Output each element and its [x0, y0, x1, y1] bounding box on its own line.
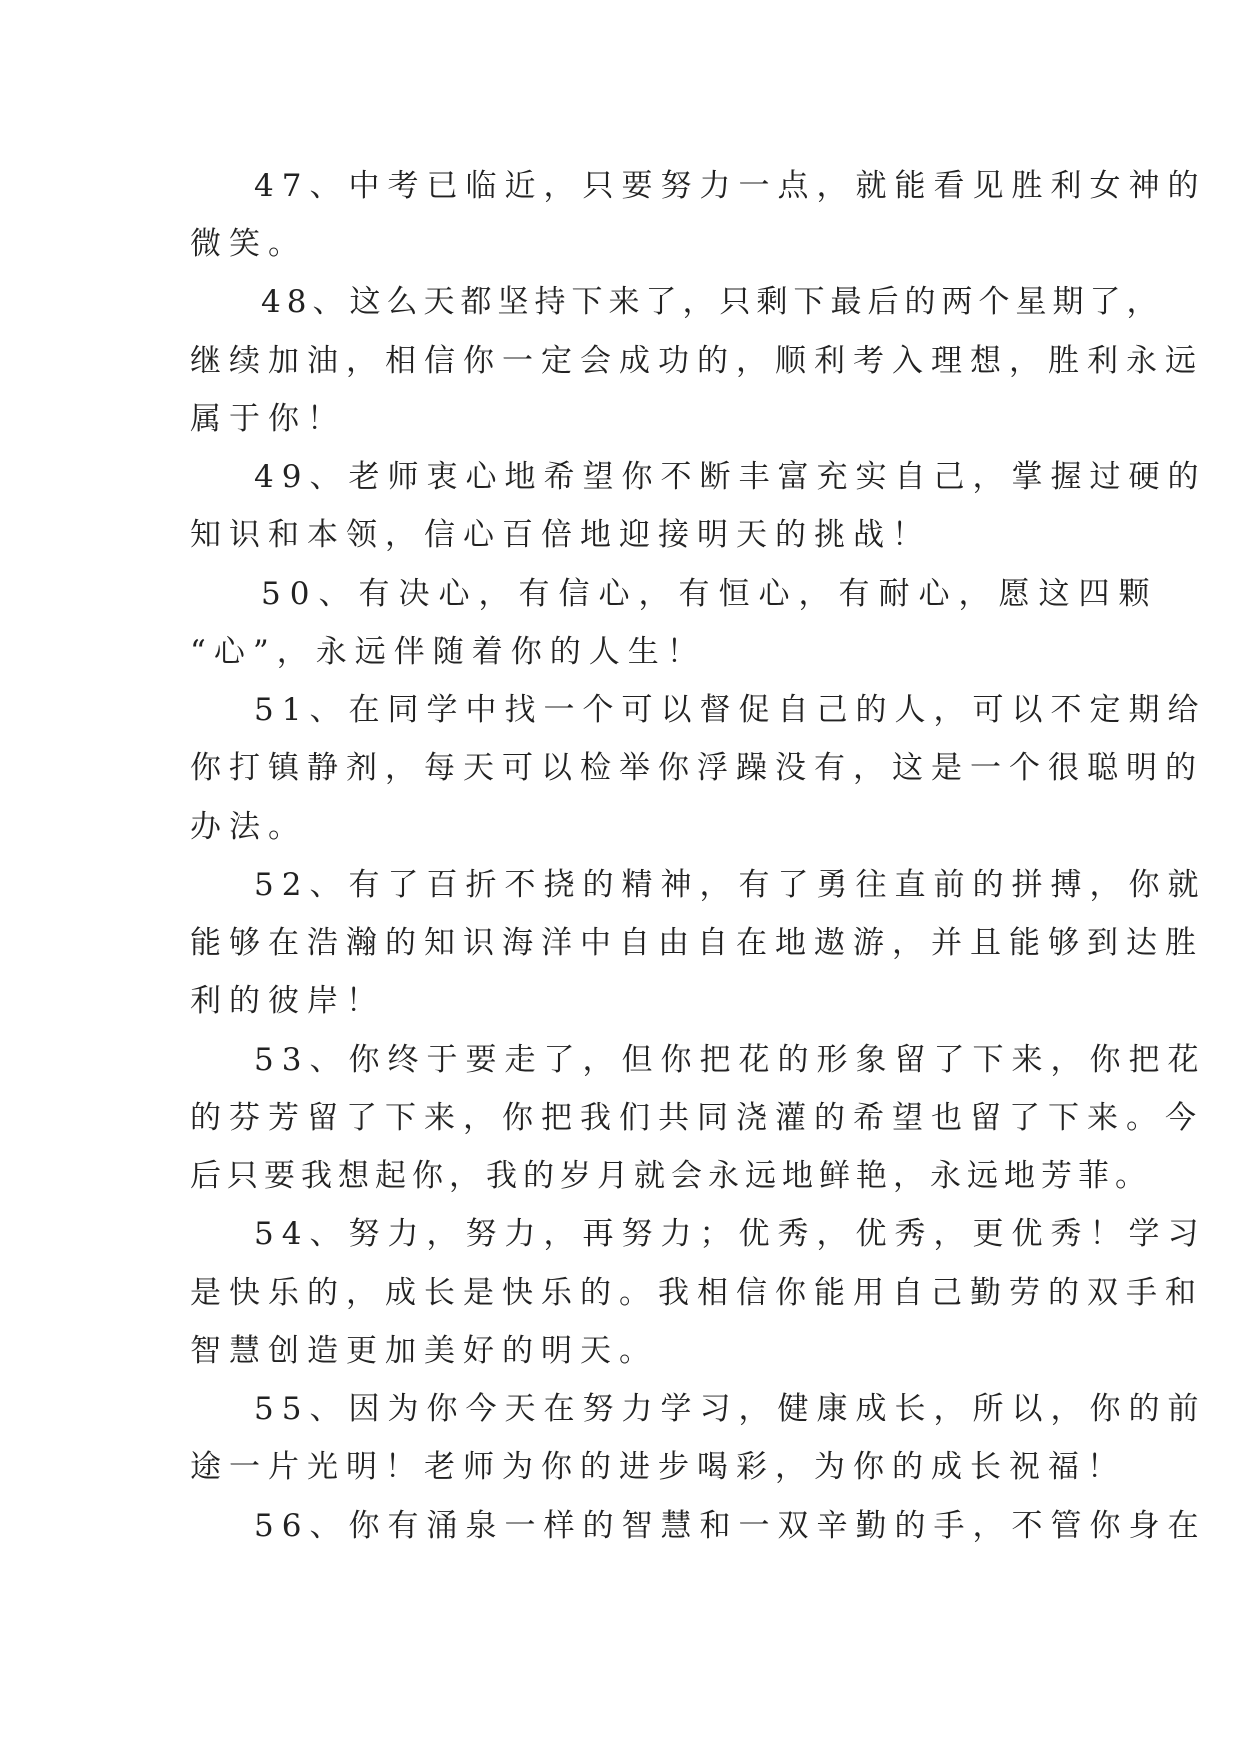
text-line: 52、有了百折不挠的精神，有了勇往直前的拼搏，你就	[254, 867, 1207, 903]
text-line: 56、你有涌泉一样的智慧和一双辛勤的手，不管你身在	[254, 1508, 1207, 1544]
text-line: 途一片光明！老师为你的进步喝彩，为你的成长祝福！	[190, 1449, 1126, 1485]
text-line: 能够在浩瀚的知识海洋中自由自在地遨游，并且能够到达胜	[190, 925, 1204, 961]
text-line: 53、你终于要走了，但你把花的形象留了下来，你把花	[254, 1042, 1207, 1078]
text-line: 50、有决心，有信心，有恒心，有耐心，愿这四颗	[261, 576, 1159, 612]
text-line: 后只要我想起你，我的岁月就会永远地鲜艳，永远地芳菲。	[190, 1158, 1152, 1194]
text-line: 47、中考已临近，只要努力一点，就能看见胜利女神的	[254, 168, 1207, 204]
text-line: 微笑。	[190, 226, 307, 262]
text-line: 的芬芳留了下来，你把我们共同浇灌的希望也留了下来。今	[190, 1100, 1204, 1136]
text-line: 49、老师衷心地希望你不断丰富充实自己，掌握过硬的	[254, 459, 1207, 495]
text-line: 知识和本领，信心百倍地迎接明天的挑战！	[190, 517, 931, 553]
text-line: 办法。	[190, 809, 307, 845]
text-line: 48、这么天都坚持下来了，只剩下最后的两个星期了，	[261, 284, 1164, 320]
text-line: “心”，永远伴随着你的人生！	[190, 634, 706, 670]
text-line: 智慧创造更加美好的明天。	[190, 1333, 658, 1369]
text-line: 你打镇静剂，每天可以检举你浮躁没有，这是一个很聪明的	[190, 750, 1204, 786]
text-line: 55、因为你今天在努力学习，健康成长，所以，你的前	[254, 1391, 1207, 1427]
text-line: 继续加油，相信你一定会成功的，顺利考入理想，胜利永远	[190, 343, 1204, 379]
text-line: 利的彼岸！	[190, 983, 385, 1019]
text-line: 是快乐的，成长是快乐的。我相信你能用自己勤劳的双手和	[190, 1275, 1204, 1311]
text-line: 54、努力，努力，再努力；优秀，优秀，更优秀！学习	[254, 1216, 1207, 1252]
text-line: 51、在同学中找一个可以督促自己的人，可以不定期给	[254, 692, 1207, 728]
text-line: 属于你！	[190, 401, 346, 437]
